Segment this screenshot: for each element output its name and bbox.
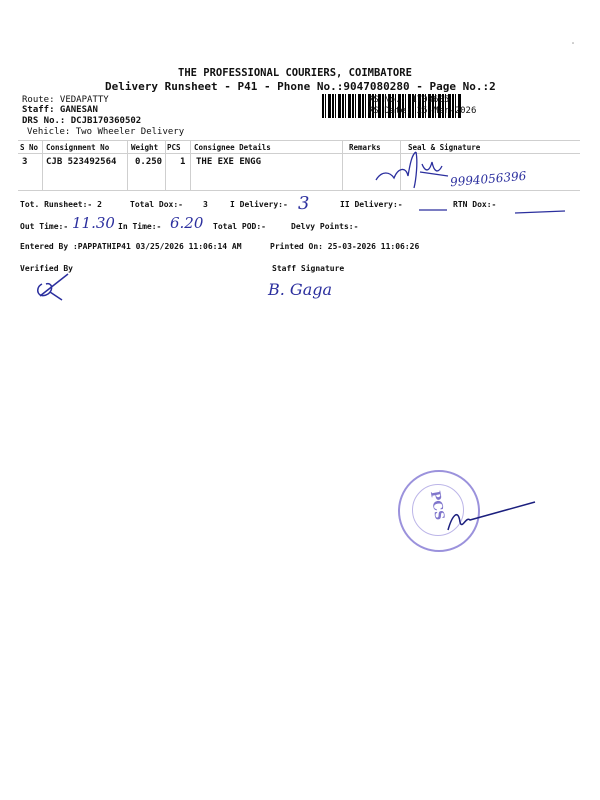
receiver-signature-icon — [372, 150, 452, 190]
route-label: Route: VEDAPATTY — [22, 95, 109, 105]
out-time-label: Out Time:- — [20, 222, 69, 231]
i-delivery-label: I Delivery:- — [230, 200, 288, 209]
company-title: THE PROFESSIONAL COURIERS, COIMBATORE — [178, 67, 412, 79]
cell-consignment: CJB 523492564 — [46, 157, 117, 167]
th-weight: Weight — [131, 143, 159, 152]
delvy-points-label: Delvy Points:- — [291, 222, 359, 231]
th-seal: Seal & Signature — [408, 143, 481, 152]
th-sno: S No — [20, 143, 39, 152]
th-pcs: PCS — [167, 143, 181, 152]
rs-date-label: RS Date: 25-Mar-2026 — [368, 106, 477, 116]
total-dox-value: 3 — [203, 200, 208, 209]
cell-weight: 0.250 — [135, 157, 163, 167]
runsheet-title: Delivery Runsheet - P41 - Phone No.:9047080280 - Page No.:2 — [105, 80, 496, 93]
in-time-label: In Time:- — [118, 222, 162, 231]
i-delivery-hw: 3 — [298, 193, 310, 214]
stamp-text: PCS — [426, 489, 447, 522]
th-consignment: Consignment No — [46, 143, 110, 152]
tot-runsheet: Tot. Runsheet:- 2 — [20, 200, 102, 209]
entered-by: Entered By :PAPPATHIP41 03/25/2026 11:06:14 AM — [20, 242, 242, 251]
th-consignee: Consignee Details — [194, 143, 271, 152]
total-pod-label: Total POD:- — [213, 222, 266, 231]
th-remarks: Remarks — [349, 143, 381, 152]
printed-on: Printed On: 25-03-2026 11:06:26 — [270, 242, 420, 251]
handwritten-phone: 9994056396 — [449, 168, 527, 190]
cell-sno: 3 — [22, 157, 28, 167]
stamp-signature-icon — [440, 498, 540, 538]
vehicle-label: Vehicle: Two Wheeler Delivery — [27, 127, 185, 137]
cell-consignee: THE EXE ENGG — [196, 157, 262, 167]
staff-signature-label: Staff Signature — [272, 264, 345, 273]
staff-signature-hw: B. Gaga — [268, 280, 333, 299]
out-time-hw: 11.30 — [72, 214, 115, 232]
dash-marks-icon — [415, 203, 575, 217]
verified-signature-icon — [32, 270, 82, 302]
rs-no-label: RS No.: 1703605 — [368, 95, 450, 105]
corner-mark-icon — [570, 40, 578, 48]
cell-pcs: 1 — [180, 157, 186, 167]
staff-label: Staff: GANESAN — [22, 105, 98, 115]
verified-by-label: Verified By — [20, 264, 73, 273]
drs-label: DRS No.: DCJB170360502 — [22, 116, 142, 126]
in-time-hw: 6.20 — [170, 214, 204, 232]
ii-delivery-label: II Delivery:- — [340, 200, 403, 209]
rtn-dox-label: RTN Dox:- — [453, 200, 497, 209]
total-dox-label: Total Dox:- — [130, 200, 183, 209]
